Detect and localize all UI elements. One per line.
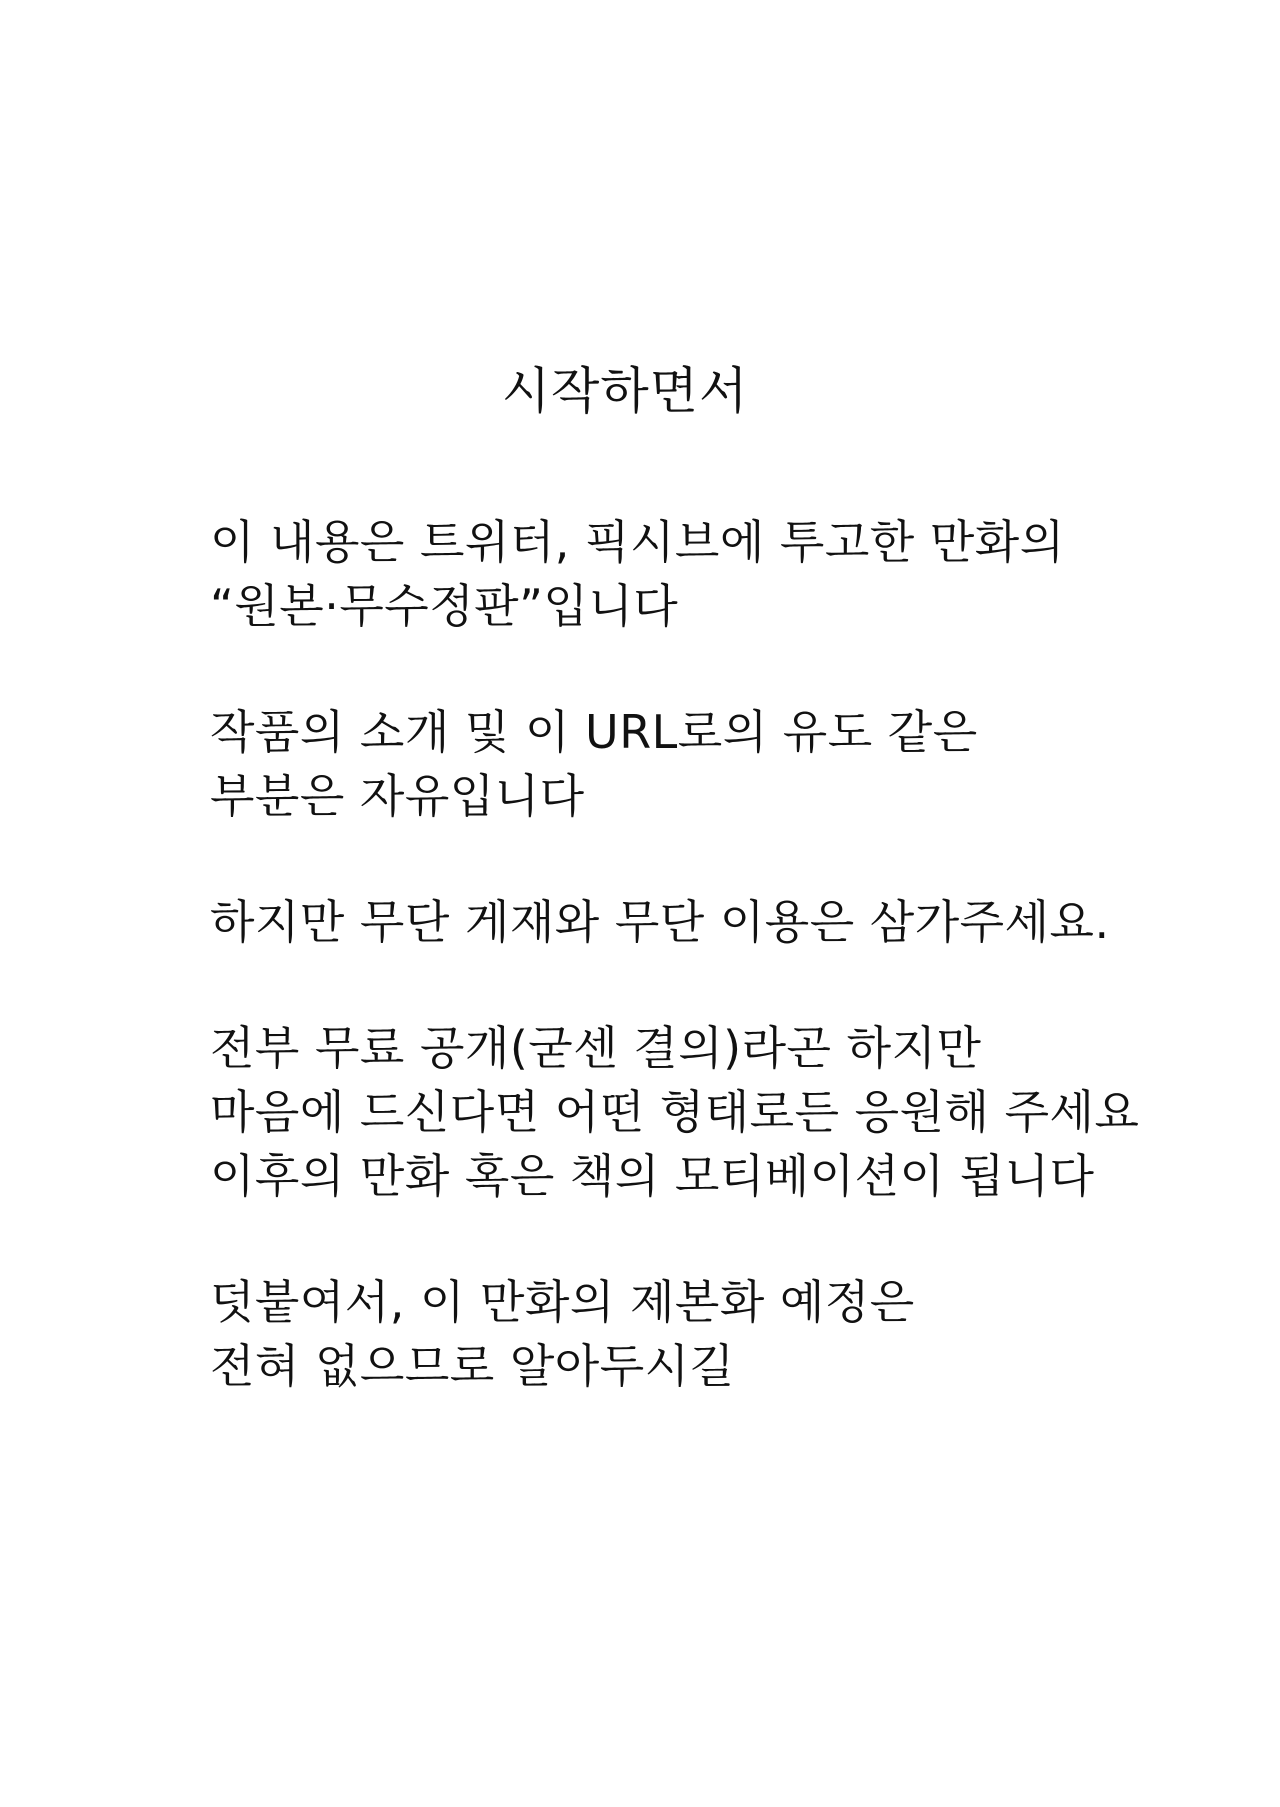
- text-line: 부분은 자유입니다: [210, 769, 585, 823]
- text-line: 이후의 만화 혹은 책의 모티베이션이 됩니다: [210, 1149, 1095, 1203]
- text-line: 하지만 무단 게재와 무단 이용은 삼가주세요.: [210, 895, 1110, 949]
- paragraph-note: [210, 1270, 1210, 1398]
- paragraph-restriction: [210, 890, 1210, 954]
- text-line: “원본·무수정판”입니다: [210, 579, 679, 633]
- paragraph-sharing: [210, 700, 1210, 828]
- text-line: 작품의 소개 및 이 URL로의 유도 같은: [210, 705, 978, 759]
- document-body: [210, 510, 1210, 1460]
- text-line: 덧붙여서, 이 만화의 제본화 예정은: [210, 1275, 915, 1329]
- text-line: 전혀 없으므로 알아두시길: [210, 1339, 735, 1393]
- page-title: 시작하면서: [501, 362, 749, 420]
- text-line: 전부 무료 공개(굳센 결의)라곤 하지만: [210, 1021, 982, 1075]
- text-line: 마음에 드신다면 어떤 형태로든 응원해 주세요: [210, 1085, 1140, 1139]
- paragraph-support: [210, 1016, 1210, 1208]
- text-line: 이 내용은 트위터, 픽시브에 투고한 만화의: [210, 515, 1065, 569]
- paragraph-intro: [210, 510, 1210, 638]
